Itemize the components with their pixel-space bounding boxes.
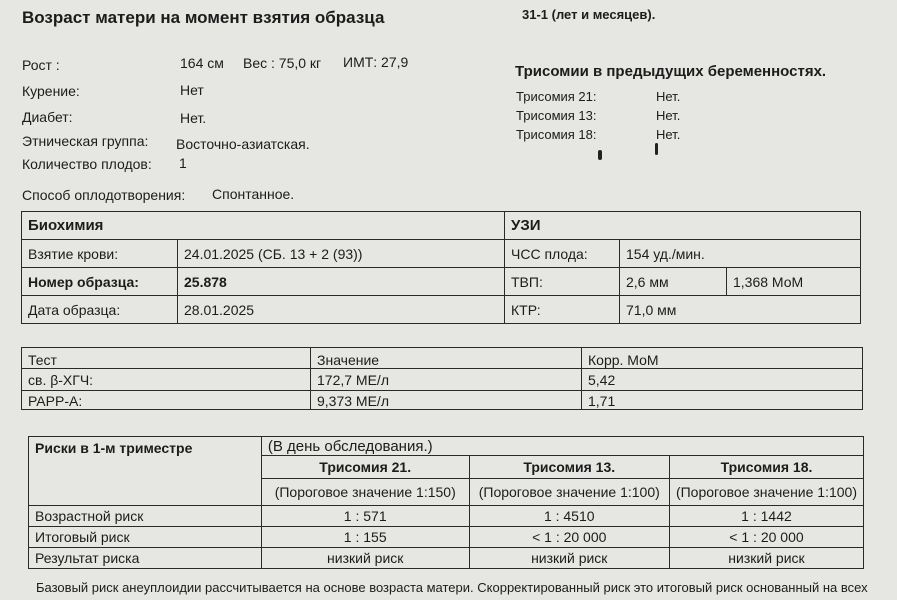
fetus-label: Количество плодов: (22, 156, 152, 172)
risks-subtitle: (В день обследования.) (261, 437, 863, 456)
blood-value: 24.01.2025 (СБ. 13 + 2 (93)) (178, 240, 505, 268)
tests-table (21, 347, 863, 410)
final-risk-t21: 1 : 155 (261, 527, 469, 548)
test-value: 172,7 МЕ/л (311, 369, 582, 391)
age-risk-t18: 1 : 1442 (669, 506, 863, 527)
risk-col-t21: Трисомия 21. (261, 456, 469, 479)
final-risk-t18: < 1 : 20 000 (669, 527, 863, 548)
threshold-t18: (Пороговое значение 1:100) (669, 479, 863, 506)
risks-title: Риски в 1-м триместре (29, 437, 262, 506)
age-risk-t21: 1 : 571 (261, 506, 469, 527)
maternal-age: 31-1 (лет и месяцев). (522, 7, 656, 22)
result-t18: низкий риск (669, 548, 863, 569)
conception-value: Спонтанное. (212, 186, 295, 202)
nt-label: ТВП: (505, 268, 620, 296)
diabetes-value: Нет. (180, 110, 207, 126)
result-t21: низкий риск (261, 548, 469, 569)
row-age-risk: Возрастной риск (29, 506, 262, 527)
tests-header-value: Значение (311, 348, 582, 369)
sample-value: 25.878 (178, 268, 505, 296)
test-value: 9,373 МЕ/л (311, 391, 582, 410)
age-risk-t13: 1 : 4510 (469, 506, 669, 527)
prev-trisomies-title: Трисомии в предыдущих беременностях. (515, 63, 827, 80)
date-value: 28.01.2025 (178, 296, 505, 324)
final-risk-t13: < 1 : 20 000 (469, 527, 669, 548)
risk-col-t13: Трисомия 13. (469, 456, 669, 479)
height-label: Рост : (22, 57, 60, 73)
ink-mark (598, 150, 602, 160)
crl-label: КТР: (505, 296, 620, 324)
threshold-t21: (Пороговое значение 1:150) (261, 479, 469, 506)
fetus-value: 1 (179, 155, 187, 171)
hr-label: ЧСС плода: (505, 240, 620, 268)
tests-header-mom: Корр. МоМ (582, 348, 863, 369)
prev-trisomy-13: Трисомия 13: Нет. (516, 108, 681, 123)
bmi-value: ИМТ: 27,9 (343, 54, 409, 70)
sample-label: Номер образца: (22, 268, 178, 296)
smoking-label: Курение: (22, 83, 80, 99)
hr-value: 154 уд./мин. (620, 240, 861, 268)
crl-value: 71,0 мм (620, 296, 861, 324)
prev-trisomies-list (516, 87, 680, 144)
test-mom: 1,71 (582, 391, 863, 410)
result-t13: низкий риск (469, 548, 669, 569)
test-mom: 5,42 (582, 369, 863, 391)
nt-value: 2,6 мм (620, 268, 727, 296)
height-value: 164 см (180, 55, 224, 71)
row-final-risk: Итоговый риск (29, 527, 262, 548)
threshold-t13: (Пороговое значение 1:100) (469, 479, 669, 506)
biochem-us-table (21, 211, 861, 324)
biochem-header: Биохимия (22, 212, 505, 240)
conception-label: Способ оплодотворения: (22, 187, 186, 203)
prev-trisomy-21: Трисомия 21: Нет. (516, 89, 681, 104)
blood-label: Взятие крови: (22, 240, 178, 268)
test-name: св. β-ХГЧ: (22, 369, 311, 391)
test-name: PAPP-A: (22, 391, 311, 410)
us-header: УЗИ (505, 212, 861, 240)
ink-mark (655, 143, 658, 155)
prev-trisomy-18: Трисомия 18: Нет. (516, 127, 681, 142)
row-risk-result: Результат риска (29, 548, 262, 569)
tests-header-test: Тест (22, 348, 311, 369)
smoking-value: Нет (180, 82, 204, 98)
risks-table (28, 436, 864, 569)
page-title: Возраст матери на момент взятия образца (22, 8, 385, 27)
weight-value: Вес : 75,0 кг (243, 55, 322, 71)
risk-col-t18: Трисомия 18. (669, 456, 863, 479)
ethnic-value: Восточно-азиатская. (176, 136, 310, 152)
diabetes-label: Диабет: (22, 109, 73, 125)
date-label: Дата образца: (22, 296, 178, 324)
footer-note: Базовый риск анеуплоидии рассчитывается на основе возраста матери. Скорректированный риск это итоговый риск основанный на всех (36, 580, 868, 595)
ethnic-label: Этническая группа: (22, 133, 149, 149)
nt-mom: 1,368 МоМ (727, 268, 861, 296)
